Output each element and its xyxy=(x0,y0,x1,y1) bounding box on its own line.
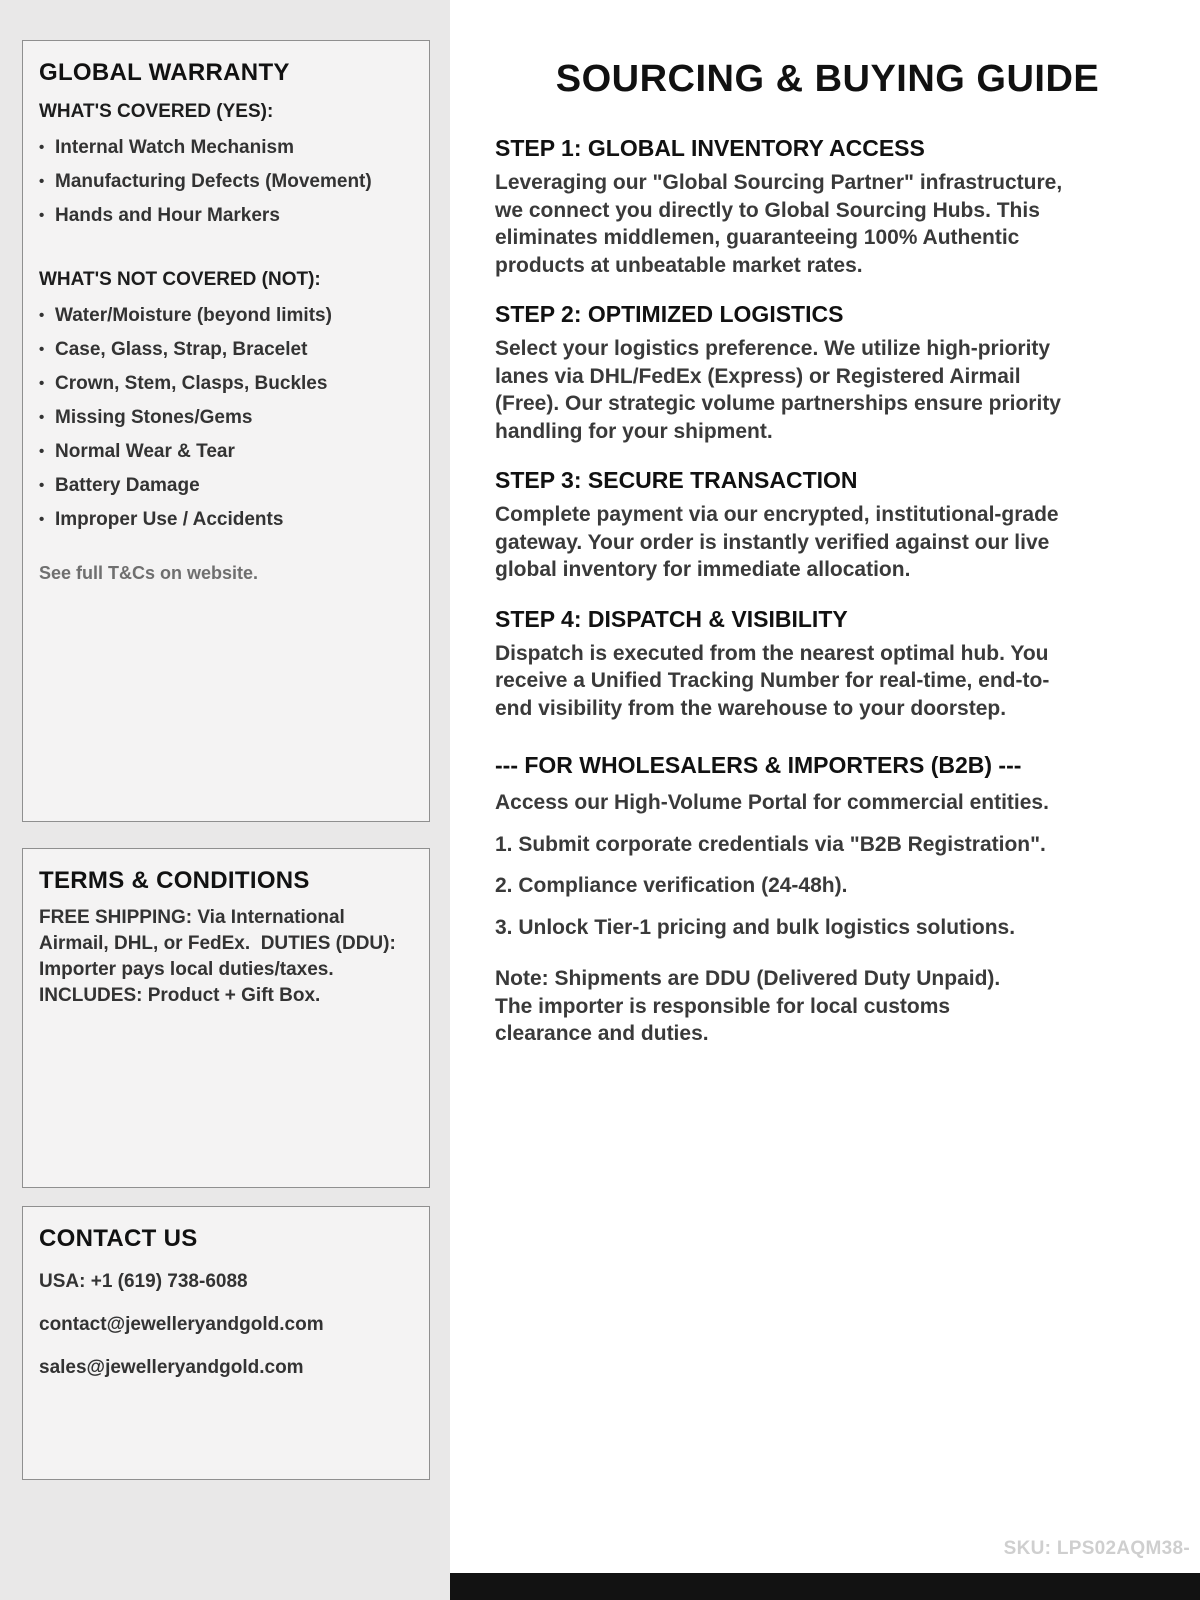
sidebar xyxy=(0,0,450,1600)
contact-panel xyxy=(22,1206,430,1480)
warranty-not-covered-list xyxy=(39,299,413,537)
step-3-heading: STEP 3: SECURE TRANSACTION xyxy=(495,467,858,493)
b2b-intro: Access our High-Volume Portal for commercial entities. xyxy=(495,791,1049,814)
contact-email-sales: sales@jewelleryandgold.com xyxy=(39,1357,304,1378)
warranty-not-covered-heading: WHAT'S NOT COVERED (NOT): xyxy=(39,269,321,290)
warranty-footnote: See full T&Cs on website. xyxy=(39,563,259,583)
list-item: • Normal Wear & Tear xyxy=(39,435,413,469)
step-3 xyxy=(495,467,1080,584)
b2b-item-2: 2. Compliance verification (24-48h). xyxy=(495,874,848,897)
sku-label: SKU: LPS02AQM38- xyxy=(1003,1538,1190,1559)
list-item: • Crown, Stem, Clasps, Buckles xyxy=(39,367,413,401)
list-item: • Improper Use / Accidents xyxy=(39,503,413,537)
contact-title: CONTACT US xyxy=(39,1225,198,1252)
step-1-heading: STEP 1: GLOBAL INVENTORY ACCESS xyxy=(495,135,925,161)
warranty-covered-list xyxy=(39,131,413,233)
step-1-body: Leveraging our "Global Sourcing Partner" infrastructure, we connect you directly to Global Sourcing Hubs. This eliminates middlemen, guaranteeing 100% Authentic products at unbeatable market rates. xyxy=(495,171,1063,277)
list-item: • Water/Moisture (beyond limits) xyxy=(39,299,413,333)
list-item: • Internal Watch Mechanism xyxy=(39,131,413,165)
step-4-body: Dispatch is executed from the nearest optimal hub. You receive a Unified Tracking Number for real-time, end-to-end visibility from the warehouse to your doorstep. xyxy=(495,641,1050,720)
step-4-heading: STEP 4: DISPATCH & VISIBILITY xyxy=(495,605,848,632)
b2b-item-3: 3. Unlock Tier-1 pricing and bulk logistics solutions. xyxy=(495,915,1016,939)
list-item: • Hands and Hour Markers xyxy=(39,199,413,233)
b2b-item-1: 1. Submit corporate credentials via "B2B Registration". xyxy=(495,832,1046,856)
step-2-heading: STEP 2: OPTIMIZED LOGISTICS xyxy=(495,301,844,327)
list-item: • Missing Stones/Gems xyxy=(39,401,413,435)
b2b-section xyxy=(495,752,1080,1048)
list-item: • Case, Glass, Strap, Bracelet xyxy=(39,333,413,367)
warranty-covered-heading: WHAT'S COVERED (YES): xyxy=(39,101,274,122)
step-3-body: Complete payment via our encrypted, institutional-grade gateway. Your order is instantly verified against our live global inventory for immediate allocation. xyxy=(495,503,1059,581)
step-2-body: Select your logistics preference. We utilize high-priority lanes via DHL/FedEx (Express) or Registered Airmail (Free). Our strategic volume partnerships ensure priority handling for your shipment. xyxy=(495,337,1061,443)
b2b-heading: --- FOR WHOLESALERS & IMPORTERS (B2B) --- xyxy=(495,752,1022,778)
warranty-title: GLOBAL WARRANTY xyxy=(39,59,290,86)
page-title: SOURCING & BUYING GUIDE xyxy=(555,58,1100,100)
list-item: • Battery Damage xyxy=(39,469,413,503)
b2b-note: Note: Shipments are DDU (Delivered Duty Unpaid). The importer is responsible for local customs clearance and duties. xyxy=(495,967,1001,1045)
main-content xyxy=(450,0,1200,1600)
guide-column xyxy=(495,135,1080,1048)
warranty-panel xyxy=(22,40,430,822)
bottom-bar xyxy=(450,1573,1200,1600)
contact-phone: USA: +1 (619) 738-6088 xyxy=(39,1271,248,1292)
terms-title: TERMS & CONDITIONS xyxy=(39,867,310,894)
contact-email-primary: contact@jewelleryandgold.com xyxy=(39,1314,324,1335)
step-4 xyxy=(495,606,1080,723)
step-2 xyxy=(495,301,1080,445)
terms-body: FREE SHIPPING: Via International Airmail, DHL, or FedEx. DUTIES (DDU): Importer pays local duties/taxes. INCLUDES: Product + Gift Box. xyxy=(39,907,402,1006)
terms-panel xyxy=(22,848,430,1188)
step-1 xyxy=(495,135,1080,279)
list-item: • Manufacturing Defects (Movement) xyxy=(39,165,413,199)
